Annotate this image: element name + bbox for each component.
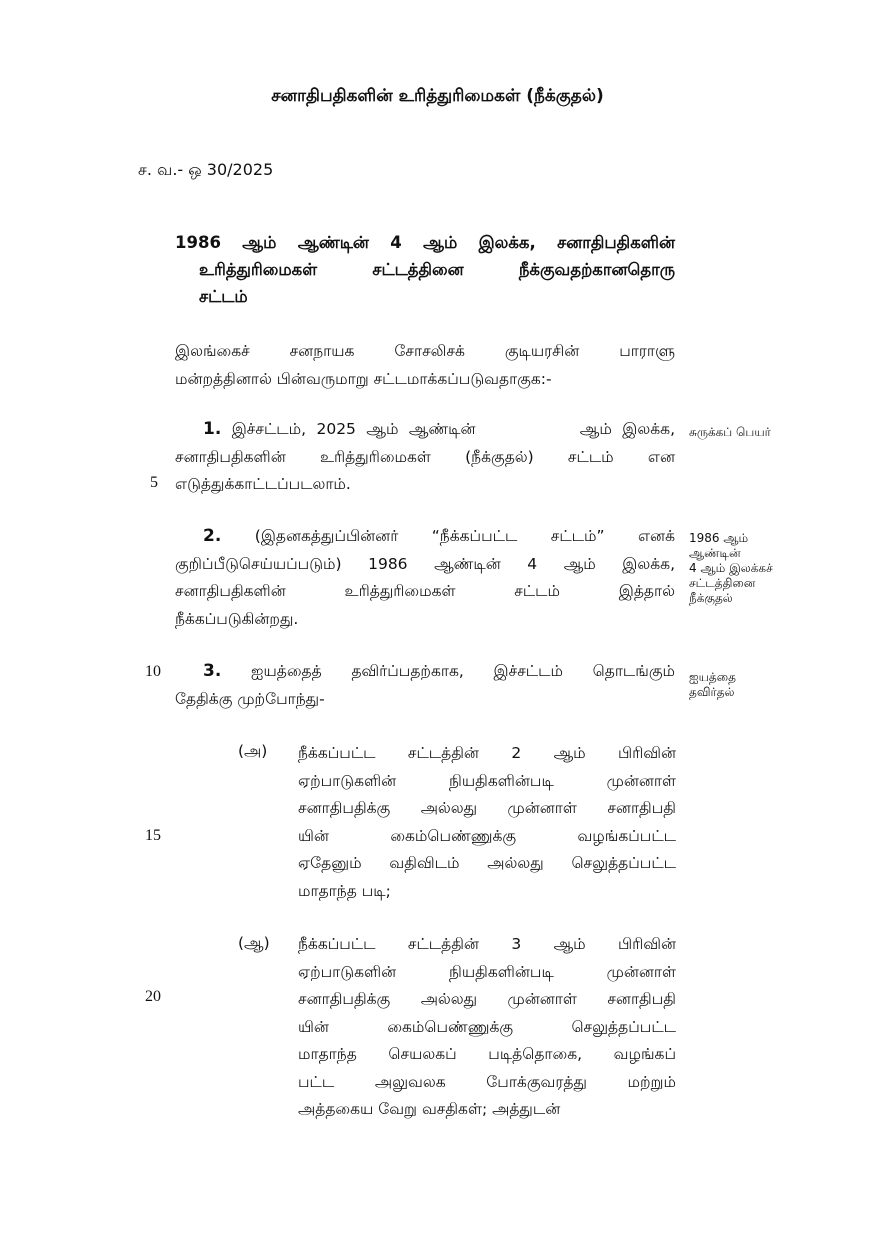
section-text: ஐயத்தைத் தவிர்ப்பதற்காக, இச்சட்டம் தொடங்கும்: [251, 662, 675, 680]
section-text: நீக்கப்படுகின்றது.: [175, 609, 299, 628]
clause-line: அத்தகைய வேறு வசதிகள்; அத்துடன்: [298, 1100, 561, 1118]
section-number: 2.: [203, 526, 222, 546]
line-number: 5: [150, 474, 158, 491]
section-text: தேதிக்கு முற்போந்து-: [175, 689, 325, 708]
section-text: எடுத்துக்காட்டப்படலாம்.: [175, 475, 351, 493]
long-title-line: உரித்துரிமைகள் சட்டத்தினை நீக்குவதற்கானதொரு: [199, 260, 675, 279]
section-text: சனாதிபதிகளின் உரித்துரிமைகள் சட்டம் இத்தால்: [175, 582, 675, 600]
enacting-clause: [175, 338, 675, 393]
marginal-line: ஐயத்தை: [689, 670, 736, 684]
line-number: 20: [145, 988, 161, 1005]
marginal-line: நீக்குதல்: [689, 591, 733, 605]
clause-label: (ஆ): [238, 934, 270, 952]
clause-a: [298, 740, 676, 905]
marginal-note: [689, 670, 779, 700]
marginal-line: 4 ஆம் இலக்கச்: [689, 561, 773, 575]
clause-line: சனாதிபதிக்கு அல்லது முன்னாள் சனாதிபதி: [298, 990, 676, 1008]
section-number: 3.: [203, 661, 222, 681]
section-1: [175, 416, 675, 499]
clause-line: மாதாந்த செயலகப் படித்தொகை, வழங்கப்: [298, 1045, 676, 1063]
section-text: இச்சட்டம், 2025 ஆம் ஆண்டின் ஆம் இலக்க,: [231, 420, 675, 438]
line-number: 15: [145, 827, 161, 844]
marginal-line: 1986 ஆம்: [689, 531, 749, 545]
enacting-line: மன்றத்தினால் பின்வருமாறு சட்டமாக்கப்படுவதாகுக:-: [175, 369, 552, 388]
clause-aa: [298, 931, 676, 1124]
marginal-note: சுருக்கப் பெயர்: [689, 425, 771, 439]
marginal-line: தவிர்தல்: [689, 685, 735, 699]
page-title: சனாதிபதிகளின் உரித்துரிமைகள் (நீக்குதல்): [271, 86, 604, 106]
long-title: [175, 229, 675, 310]
long-title-line: 1986 ஆம் ஆண்டின் 4 ஆம் இலக்க, சனாதிபதிகளின்: [175, 233, 675, 252]
section-3: [175, 658, 675, 713]
clause-line: பட்ட அலுவலக போக்குவரத்து மற்றும்: [298, 1072, 676, 1091]
clause-line: நீக்கப்பட்ட சட்டத்தின் 3 ஆம் பிரிவின்: [298, 935, 676, 953]
marginal-line: சட்டத்தினை: [689, 576, 756, 590]
clause-line: யின் கைம்பெண்ணுக்கு செலுத்தப்பட்ட: [298, 1017, 676, 1036]
section-2: [175, 523, 675, 633]
clause-line: நீக்கப்பட்ட சட்டத்தின் 2 ஆம் பிரிவின்: [298, 744, 676, 762]
section-text: குறிப்பீடுசெய்யப்படும்) 1986 ஆண்டின் 4 ஆம் இலக்க,: [175, 554, 675, 573]
clause-line: ஏற்பாடுகளின் நியதிகளின்படி முன்னாள்: [298, 962, 676, 981]
section-number: 1.: [203, 419, 222, 439]
clause-line: ஏதேனும் வதிவிடம் அல்லது செலுத்தப்பட்ட: [298, 854, 676, 872]
line-number: 10: [145, 663, 161, 680]
long-title-line: சட்டம்: [199, 287, 248, 306]
clause-line: ஏற்பாடுகளின் நியதிகளின்படி முன்னாள்: [298, 771, 676, 790]
marginal-note: [689, 531, 779, 606]
enacting-line: இலங்கைச் சனநாயக சோசலிசக் குடியரசின் பாராளு: [175, 342, 675, 360]
clause-line: சனாதிபதிக்கு அல்லது முன்னாள் சனாதிபதி: [298, 799, 676, 817]
clause-label: (அ): [238, 742, 268, 760]
marginal-line: ஆண்டின்: [689, 546, 741, 560]
clause-line: மாதாந்த படி;: [298, 881, 391, 900]
section-text: சனாதிபதிகளின் உரித்துரிமைகள் (நீக்குதல்) சட்டம் என: [175, 447, 675, 466]
section-text: (இதனகத்துப்பின்னர் “நீக்கப்பட்ட சட்டம்” எனக்: [254, 527, 675, 545]
clause-line: யின் கைம்பெண்ணுக்கு வழங்கப்பட்ட: [298, 826, 676, 845]
bill-number: ச. வ.- ஒ 30/2025: [138, 160, 274, 179]
